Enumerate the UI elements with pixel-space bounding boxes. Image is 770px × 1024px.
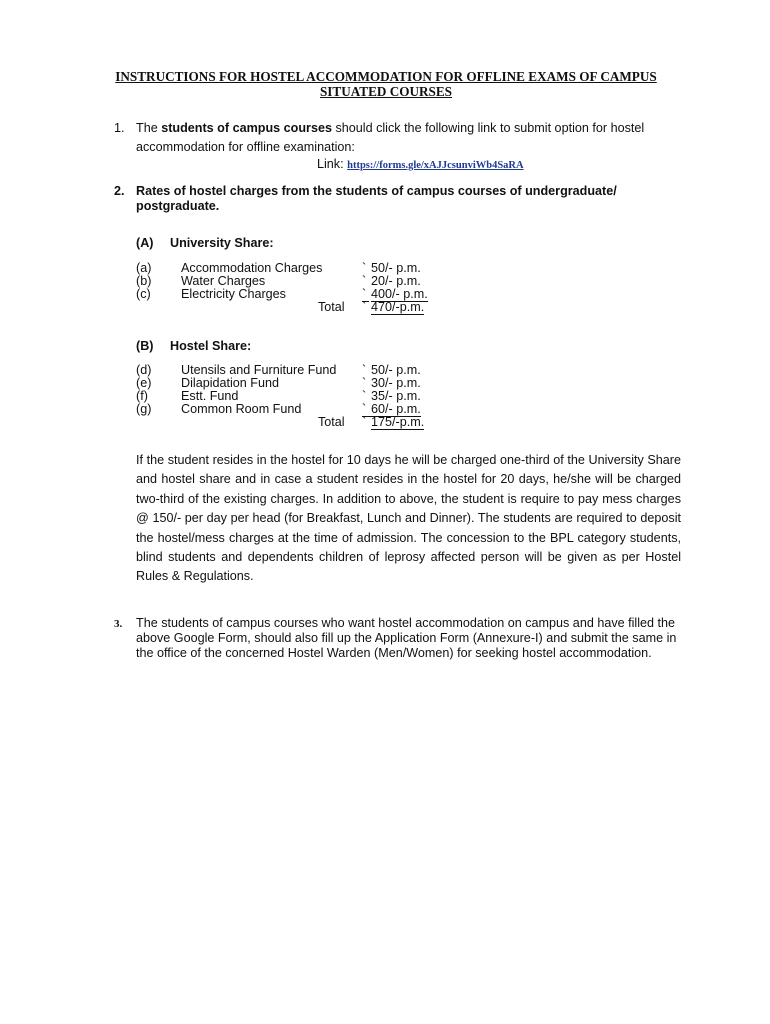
charge-amount: 60/- p.m.: [371, 402, 421, 416]
link-line: [317, 157, 524, 171]
section-a-label: (A): [136, 236, 154, 250]
section-b-label: (B): [136, 339, 154, 353]
charge-label: (e): [136, 376, 152, 390]
google-form-link[interactable]: https://forms.gle/xAJJcsunviWb4SaRA: [347, 160, 524, 171]
charges-paragraph: If the student resides in the hostel for 10 days he will be charged one-third of the University Share and hostel share and in case a student resides in the hostel for 20 days, he/she will be charged two-third of the existing charges. In addition to above, the student is require to pay mess charges @ 150/- per day per head (for Breakfast, Lunch and Dinner). The students are required to deposit the hostel/mess charges at the time of admission. The concession to the BPL category students, blind students and dependents children of leprosy affected person will be given as per Hostel Rules & Regulations.: [136, 453, 681, 584]
total-label: Total: [318, 300, 345, 314]
charge-label: (b): [136, 274, 152, 288]
item-3-text: The students of campus courses who want hostel accommodation on campus and have filled the above Google Form, should also fill up the Application Form (Annexure-I) and submit the same in the office of the concerned Hostel Warden (Men/Women) for seeking hostel accommodation.: [136, 616, 677, 660]
rupee-symbol: `: [362, 363, 367, 377]
item-1-text-after: should click the following link to submit option for hostel accommodation for offline examination:: [136, 121, 645, 154]
rupee-symbol: `: [362, 376, 367, 390]
charge-label: (f): [136, 389, 148, 403]
total-row: [0, 301, 770, 315]
item-1-bold-text: students of campus courses: [161, 121, 332, 135]
link-label: Link:: [317, 157, 348, 171]
document-title: INSTRUCTIONS FOR HOSTEL ACCOMMODATION FOR OFFLINE EXAMS OF CAMPUS SITUATED COURSES: [115, 69, 657, 99]
charge-label: (g): [136, 402, 152, 416]
item-1-text-before: The: [136, 121, 162, 135]
item-1-number: 1.: [114, 121, 125, 135]
total-label: Total: [318, 415, 345, 429]
item-3-number: 3.: [114, 618, 123, 630]
rupee-symbol: `: [362, 261, 367, 275]
rupee-symbol: `: [362, 274, 367, 288]
rupee-symbol: `: [362, 389, 367, 403]
charge-name: Estt. Fund: [181, 389, 239, 403]
charge-name: Water Charges: [181, 274, 266, 288]
charge-label: (d): [136, 363, 152, 377]
charge-label: (c): [136, 287, 151, 301]
item-1-text: [136, 119, 681, 157]
total-amount: 175/-p.m.: [371, 415, 425, 429]
rupee-symbol: `: [362, 288, 369, 302]
charge-name: Utensils and Furniture Fund: [181, 363, 337, 377]
section-b-title: Hostel Share:: [170, 339, 252, 353]
rupee-symbol: `: [362, 403, 375, 417]
rupee-symbol: `: [362, 300, 367, 314]
charge-amount: 50/- p.m.: [371, 261, 421, 275]
charge-name: Dilapidation Fund: [181, 376, 280, 390]
charge-name: Accommodation Charges: [181, 261, 323, 275]
rupee-symbol: `: [362, 415, 367, 429]
item-2-number: 2.: [114, 184, 125, 198]
total-amount: 470/-p.m.: [371, 300, 425, 314]
charge-amount: 35/- p.m.: [371, 389, 421, 403]
total-row: [0, 416, 770, 430]
charge-name: Common Room Fund: [181, 402, 302, 416]
item-2-text: Rates of hostel charges from the students of campus courses of undergraduate/ postgraduate.: [136, 184, 617, 213]
section-a-title: University Share:: [170, 236, 274, 250]
charge-amount: 30/- p.m.: [371, 376, 421, 390]
charge-name: Electricity Charges: [181, 287, 286, 301]
charge-amount: 20/- p.m.: [371, 274, 421, 288]
charge-label: (a): [136, 261, 152, 275]
charge-amount: 400/- p.m.: [371, 287, 428, 301]
charge-amount: 50/- p.m.: [371, 363, 421, 377]
